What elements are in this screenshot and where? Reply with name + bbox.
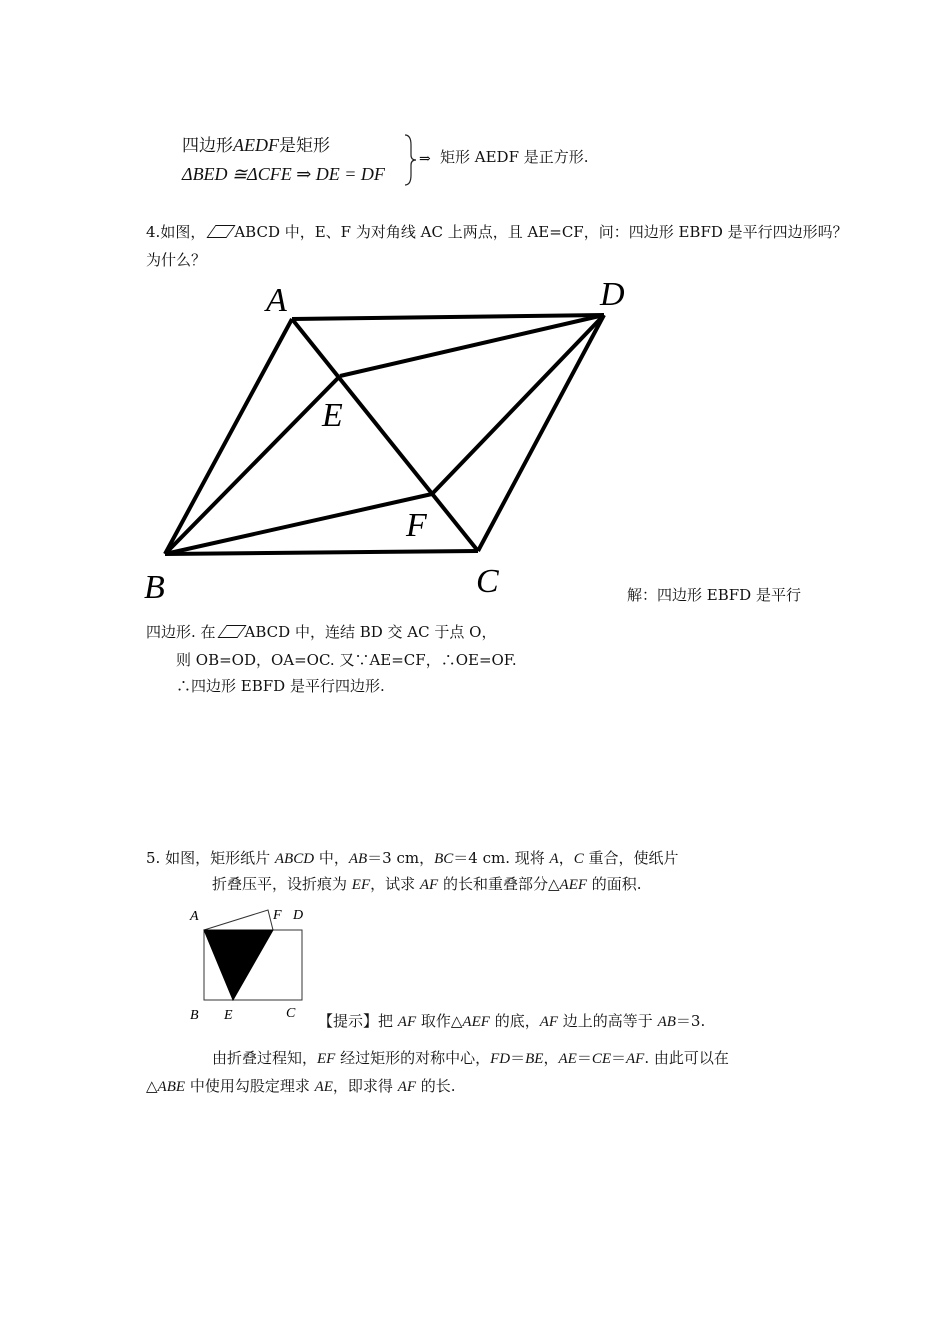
label-b: B — [190, 1008, 199, 1023]
problem4-solution-line: 四边形. 在 ABCD 中，连结 BD 交 AC 于点 O， — [146, 623, 497, 641]
proof-line-1: 四边形AEDF是矩形 — [182, 135, 330, 156]
proof-line-2: ΔBED ≅ΔCFE ⇒ DE = DF — [182, 164, 385, 184]
problem5-statement: 5. 如图，矩形纸片 ABCD 中，AB＝3 cm，BC＝4 cm. 现将 A，C 重合，使纸片 — [146, 849, 679, 867]
implies-symbol: ⇒ — [419, 151, 431, 167]
parallelogram-figure — [140, 276, 660, 606]
label-e: E — [224, 1008, 233, 1023]
problem4-solution-line: ∴四边形 EBFD 是平行四边形. — [176, 677, 385, 695]
curly-brace — [401, 133, 421, 187]
problem4-statement-cont: 为什么？ — [146, 251, 207, 269]
segment-bf — [165, 494, 432, 554]
problem4-solution-line: 则 OB=OD，OA=OC. 又∵AE=CF，∴OE=OF. — [176, 651, 517, 669]
problem5-statement-cont: 折叠压平，设折痕为 EF，试求 AF 的长和重叠部分△AEF 的面积. — [212, 875, 642, 893]
folded-rectangle-figure — [186, 904, 326, 1024]
label-c: C — [476, 563, 499, 600]
label-b: B — [144, 569, 165, 606]
parallelogram-icon — [207, 225, 236, 238]
side-ad — [292, 315, 604, 319]
side-bc — [165, 551, 478, 554]
segment-fd — [432, 315, 604, 494]
label-e: E — [322, 397, 343, 434]
label-f: F — [273, 908, 282, 923]
parallelogram-icon — [217, 625, 246, 638]
proof-conclusion: 矩形 AEDF 是正方形. — [440, 148, 589, 166]
folded-flap — [204, 910, 273, 930]
label-d: D — [293, 908, 304, 923]
side-ab — [165, 319, 292, 554]
problem4-solution-start: 解：四边形 EBFD 是平行 — [627, 586, 801, 604]
label-a: A — [266, 282, 287, 319]
problem4-statement: 4.如图， ABCD 中，E、F 为对角线 AC 上两点，且 AE=CF，问：四边形 EBFD 是平行四边形吗？ — [146, 223, 848, 241]
problem5-hint: 【提示】把 AF 取作△AEF 的底，AF 边上的高等于 AB＝3. — [318, 1012, 706, 1030]
label-d: D — [600, 276, 625, 313]
problem5-explanation-cont: △ABE 中使用勾股定理求 AE，即求得 AF 的长. — [146, 1077, 456, 1095]
label-f: F — [406, 507, 427, 544]
segment-be — [165, 376, 340, 554]
segment-ed — [340, 315, 604, 376]
problem5-explanation: 由折叠过程知，EF 经过矩形的对称中心，FD＝BE，AE＝CE＝AF. 由此可以在 — [212, 1049, 729, 1067]
label-c: C — [286, 1006, 296, 1021]
label-a: A — [190, 909, 199, 924]
overlap-triangle-aef — [204, 930, 273, 1000]
diagonal-ac — [292, 319, 478, 551]
side-cd — [478, 315, 604, 551]
